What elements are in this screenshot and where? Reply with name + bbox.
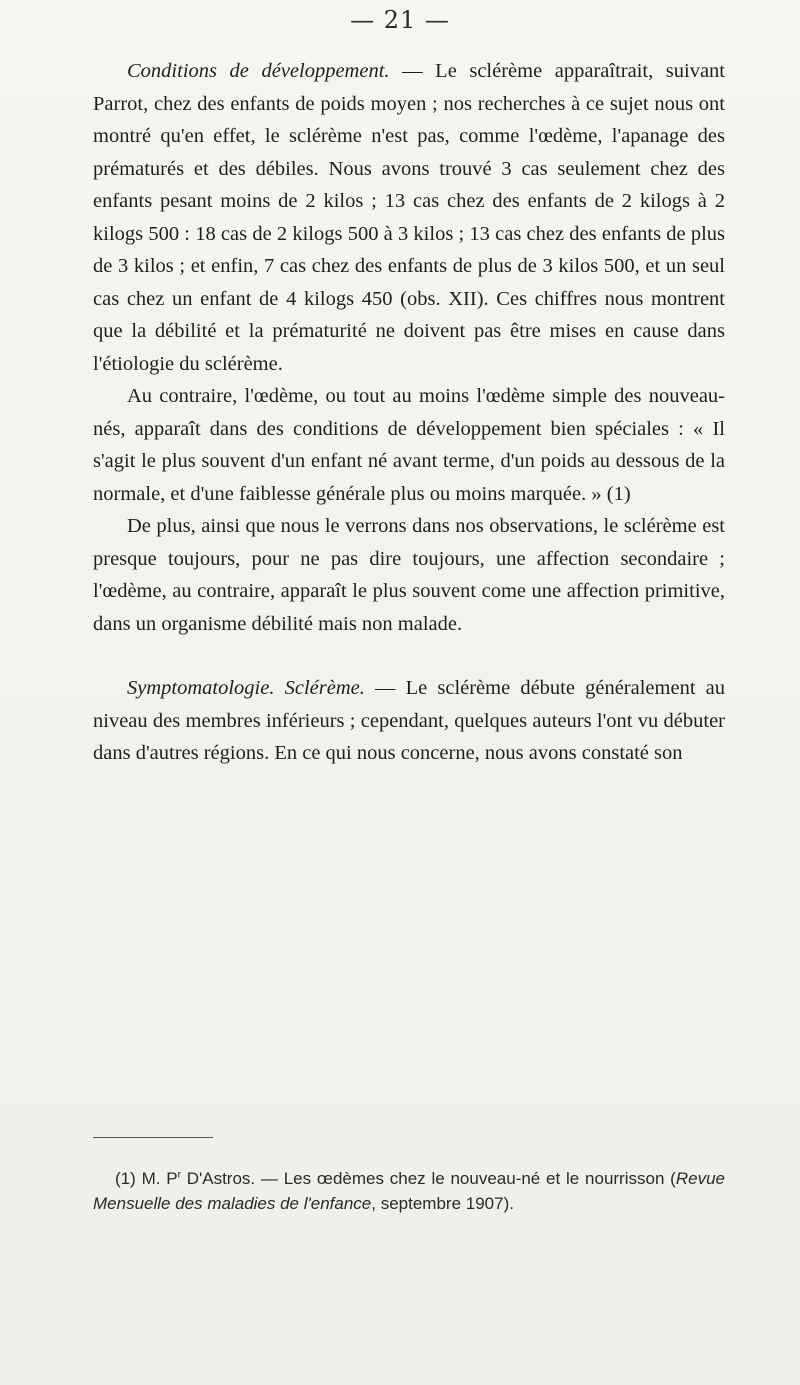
footnote	[93, 1166, 725, 1216]
footnote-divider	[93, 1137, 213, 1138]
page-number: — 21 —	[350, 6, 450, 34]
paragraph-text: — Le sclérème débute généralement au niveau des membres inférieurs ; cependant, quelques auteurs l'ont vu débuter dans d'autres régions. En ce qui nous concerne, nous avons constaté son	[93, 677, 725, 764]
footnote-superscript: r	[177, 1169, 181, 1181]
section-heading-symptoms: Symptomatologie. Sclérème.	[127, 677, 365, 699]
section-heading-development: Conditions de développement.	[127, 60, 390, 82]
footnote-author: D'Astros. — Les œdèmes chez le nouveau-né et le nourrisson (	[180, 1169, 676, 1188]
paragraph-development-1	[93, 55, 725, 380]
paragraph-text: — Le sclérème apparaîtrait, suivant Parrot, chez des enfants de poids moyen ; nos recherches à ce sujet nous ont montré qu'en effet, le sclérème n'est pas, comme l'œdème, l'apanage des prématurés et des débiles. Nous avons trouvé 3 cas seulement chez des enfants pesant moins de 2 kilos ; 13 cas chez des enfants de 2 kilogs à 2 kilogs 500 : 18 cas de 2 kilogs 500 à 3 kilos ; 13 cas chez des enfants de plus de 3 kilos ; et enfin, 7 cas chez des enfants de plus de 3 kilos 500, et un seul cas chez un enfant de 4 kilogs 450 (obs. XII). Ces chiffres nous montrent que la débilité et la prématurité ne doivent pas être mises en cause dans l'étiologie du sclérème.	[93, 60, 726, 375]
footnote-journal: Revue Mensuelle des maladies de l'enfance	[93, 1169, 725, 1213]
footnote-tail: , septembre 1907).	[371, 1194, 514, 1213]
paragraph-development-3: De plus, ainsi que nous le verrons dans nos observations, le sclérème est presque toujours, pour ne pas dire toujours, une affection secondaire ; l'œdème, au contraire, apparaît le plus souvent come une affection primitive, dans un organisme débilité mais non malade.	[93, 515, 725, 635]
body-text	[93, 55, 725, 770]
paragraph-symptoms-1	[93, 672, 725, 770]
footnote-marker: (1) M. P	[115, 1169, 178, 1188]
paragraph-development-2: Au contraire, l'œdème, ou tout au moins l'œdème simple des nouveau-nés, apparaît dans des conditions de développement bien spéciales : « Il s'agit le plus souvent d'un enfant né avant terme, d'un poids au dessous de la normale, et d'une faiblesse générale plus ou moins marquée. » (1)	[93, 385, 725, 505]
